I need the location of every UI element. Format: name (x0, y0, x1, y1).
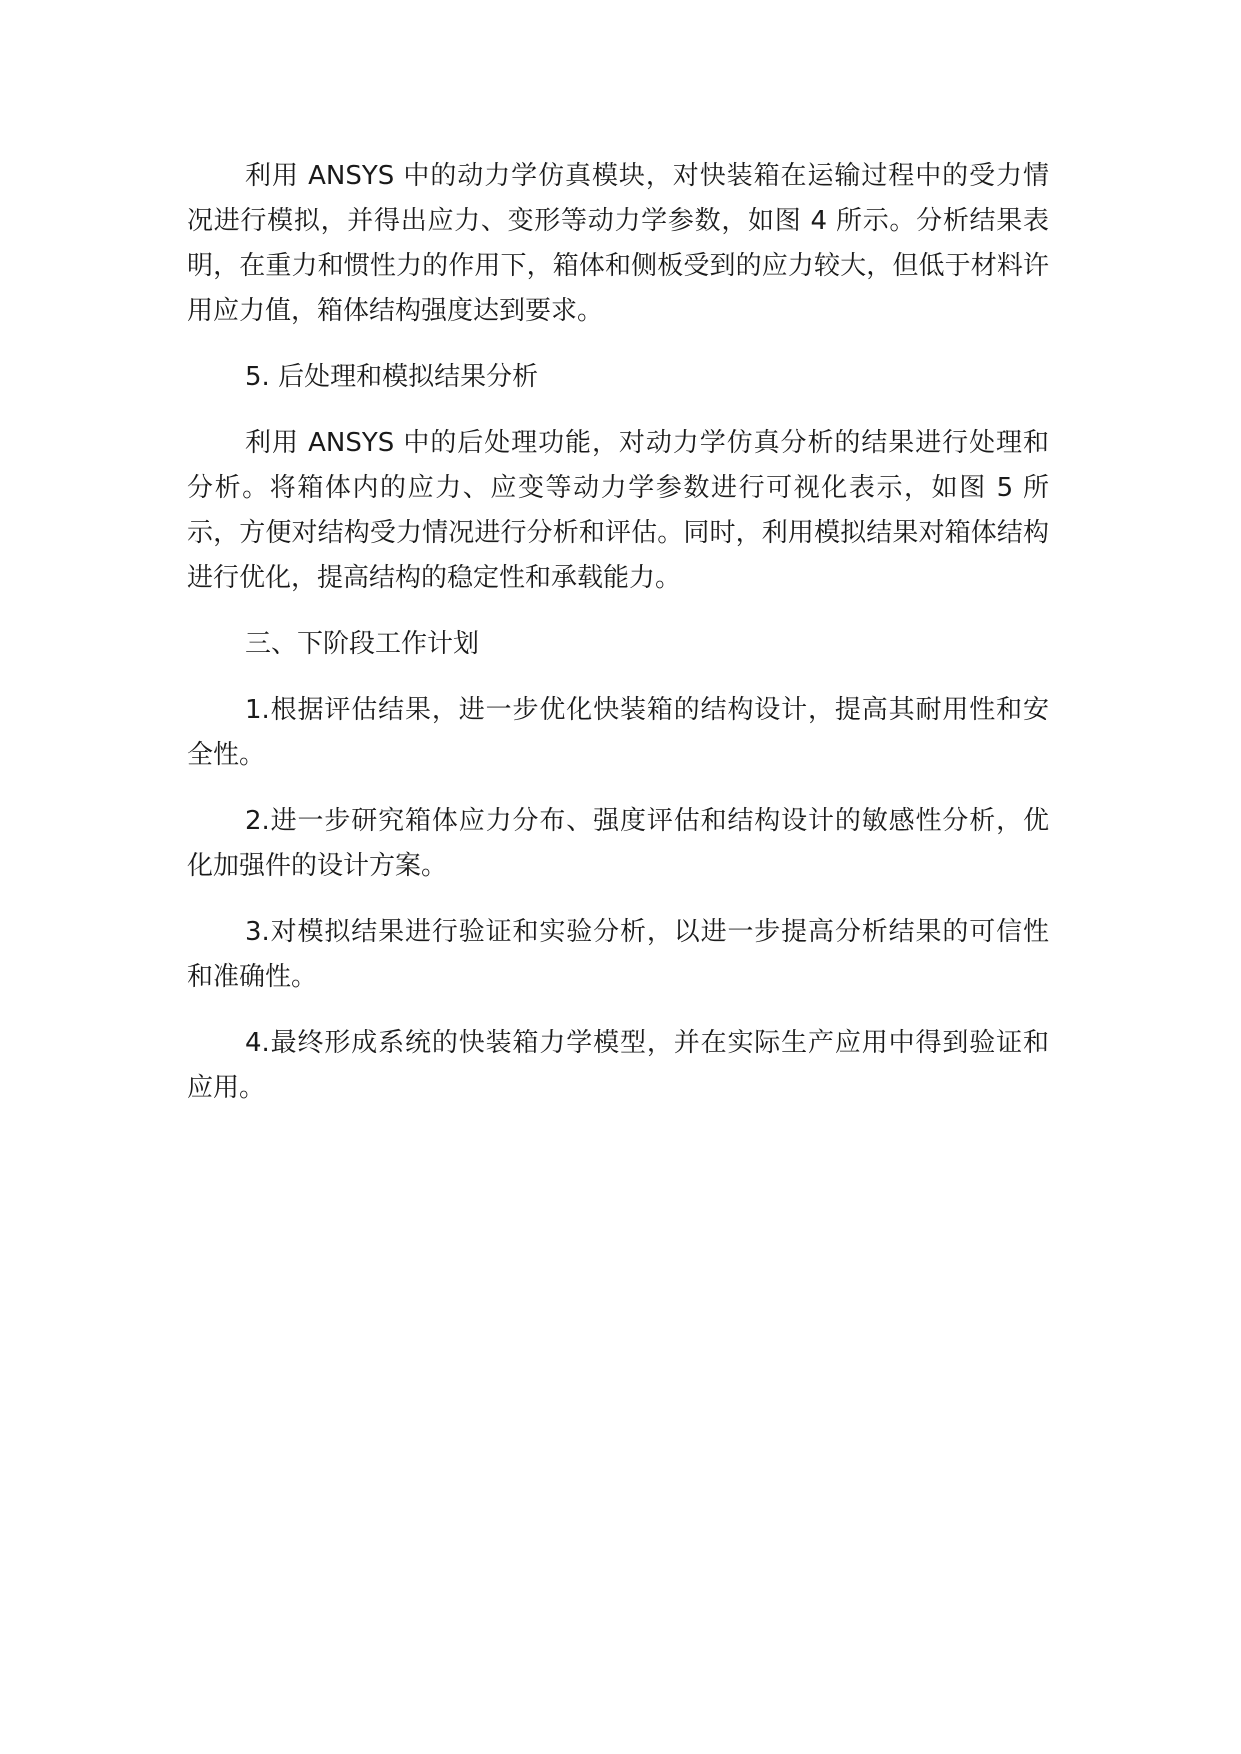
paragraph-postprocessing: 利用 ANSYS 中的后处理功能，对动力学仿真分析的结果进行处理和分析。将箱体内的应力、应变等动力学参数进行可视化表示，如图 5 所示，方便对结构受力情况进行分析和评估。同时，利用模拟结果对箱体结构进行优化，提高结构的稳定性和承载能力。 (187, 428, 1049, 593)
plan-item-1: 1.根据评估结果，进一步优化快装箱的结构设计，提高其耐用性和安全性。 (187, 695, 1049, 770)
plan-item-3: 3.对模拟结果进行验证和实验分析，以进一步提高分析结果的可信性和准确性。 (187, 917, 1049, 992)
paragraph-dynamics-simulation: 利用 ANSYS 中的动力学仿真模块，对快装箱在运输过程中的受力情况进行模拟，并得出应力、变形等动力学参数，如图 4 所示。分析结果表明，在重力和惯性力的作用下，箱体和侧板受到的应力较大，但低于材料许用应力值，箱体结构强度达到要求。 (187, 161, 1049, 326)
section-heading-next-plan: 三、下阶段工作计划 (245, 629, 480, 659)
plan-item-2: 2.进一步研究箱体应力分布、强度评估和结构设计的敏感性分析，优化加强件的设计方案。 (187, 806, 1049, 881)
document-body (187, 154, 1049, 1132)
section-heading-postprocessing: 5. 后处理和模拟结果分析 (245, 362, 539, 392)
plan-item-4: 4.最终形成系统的快装箱力学模型，并在实际生产应用中得到验证和应用。 (187, 1028, 1049, 1103)
